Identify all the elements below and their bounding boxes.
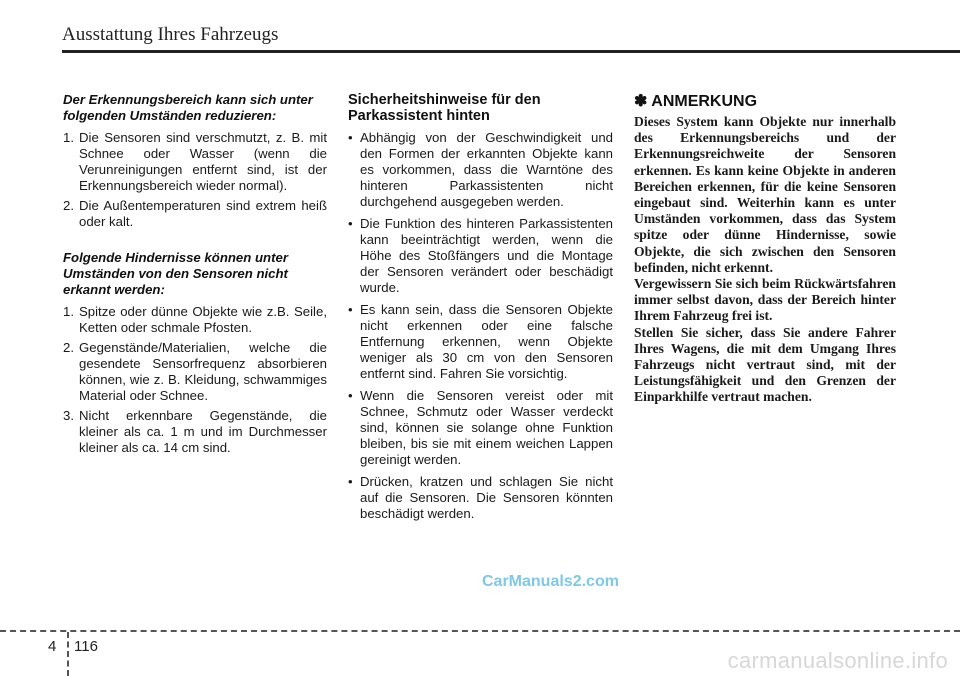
list-item: 1. Die Sensoren sind verschmutzt, z. B. mit Schnee oder Wasser (wenn die Verunreinigungen entfernt sind, ist der Erkennungsbereich wieder normal). (63, 130, 327, 193)
note-star-icon: ✽ (634, 93, 648, 110)
safety-notes-title: Sicherheitshinweise für den Parkassistent hinten (348, 92, 541, 124)
list-item: • Wenn die Sensoren vereist oder mit Schnee, Schmutz oder Wasser verdeckt sind, können sie solange ohne Funktion bleiben, bis sie mit einem weichen Lappen gereinigt werden. (348, 388, 613, 467)
note-title: ✽ ANMERKUNG (634, 93, 758, 110)
list-item: 3. Nicht erkennbare Gegenstände, die kleiner als ca. 1 m und im Durchmesser kleiner als ca. 14 cm sind. (63, 408, 327, 455)
column-middle (348, 92, 613, 528)
list-item: • Drücken, kratzen und schlagen Sie nicht auf die Sensoren. Die Sensoren könnten beschädigt werden. (348, 474, 613, 521)
footer-rule (0, 630, 960, 632)
list-item: 2. Die Außentemperaturen sind extrem heiß oder kalt. (63, 198, 327, 229)
page-number: 116 (74, 638, 98, 655)
page-header-title: Ausstattung Ihres Fahrzeugs (62, 24, 279, 45)
detection-range-heading: Der Erkennungsbereich kann sich unter folgenden Umständen reduzieren: (63, 92, 313, 123)
site-watermark: carmanualsonline.info (727, 648, 948, 673)
note-paragraph: Vergewissern Sie sich beim Rückwärtsfahren immer selbst davon, dass der Bereich hinter Ihrem Fahrzeug frei ist. (634, 276, 896, 324)
undetected-obstacles-list (63, 304, 327, 456)
header-rule (62, 50, 960, 53)
safety-notes-list (348, 130, 613, 522)
column-left (63, 92, 327, 460)
undetected-obstacles-heading: Folgende Hindernisse können unter Umständen von den Sensoren nicht erkannt werden: (63, 250, 288, 297)
note-paragraph: Dieses System kann Objekte nur innerhalb des Erkennungsbereichs und der Erkennungsreichweite der Sensoren erkennen. Es kann keine Objekte in anderen Bereichen erkennen, für die keine Sensoren eingebaut sind. Weiterhin kann es unter Umständen vorkommen, dass das System spitze oder dünne Hindernisse, sowie Objekte, die sich zwischen den Sensoren befinden, nicht erkennt. (634, 114, 896, 275)
list-item: • Es kann sein, dass die Sensoren Objekte nicht erkennen oder eine falsche Entfernung erkennen, wenn Objekte weniger als 30 cm von den Sensoren entfernt sind. Fahren Sie vorsichtig. (348, 302, 613, 381)
footer-divider (67, 632, 69, 676)
list-item: • Die Funktion des hinteren Parkassistenten kann beeinträchtigt werden, wenn die Höhe des Stoßfängers und die Montage der Sensoren verändert oder beschädigt wurde. (348, 216, 613, 295)
list-item: 1. Spitze oder dünne Objekte wie z.B. Seile, Ketten oder schmale Pfosten. (63, 304, 327, 335)
carmanuals-watermark: CarManuals2.com (482, 573, 619, 590)
note-paragraph: Stellen Sie sicher, dass Sie andere Fahrer Ihres Wagens, die mit dem Umgang Ihres Fahrzeugs nicht vertraut sind, mit der Leistungsfähigkeit und den Grenzen der Einparkhilfe vertraut machen. (634, 324, 896, 405)
list-item: • Abhängig von der Geschwindigkeit und den Formen der erkannten Objekte kann es vorkommen, dass die Warntöne des hinteren Parkassistenten nicht durchgehend ausgegeben werden. (348, 130, 613, 209)
list-item: 2. Gegenstände/Materialien, welche die gesendete Sensorfrequenz absorbieren können, wie z. B. Kleidung, schwammiges Material oder Schnee. (63, 340, 327, 403)
chapter-number: 4 (48, 638, 57, 655)
column-right (634, 92, 896, 406)
detection-range-list (63, 130, 327, 230)
